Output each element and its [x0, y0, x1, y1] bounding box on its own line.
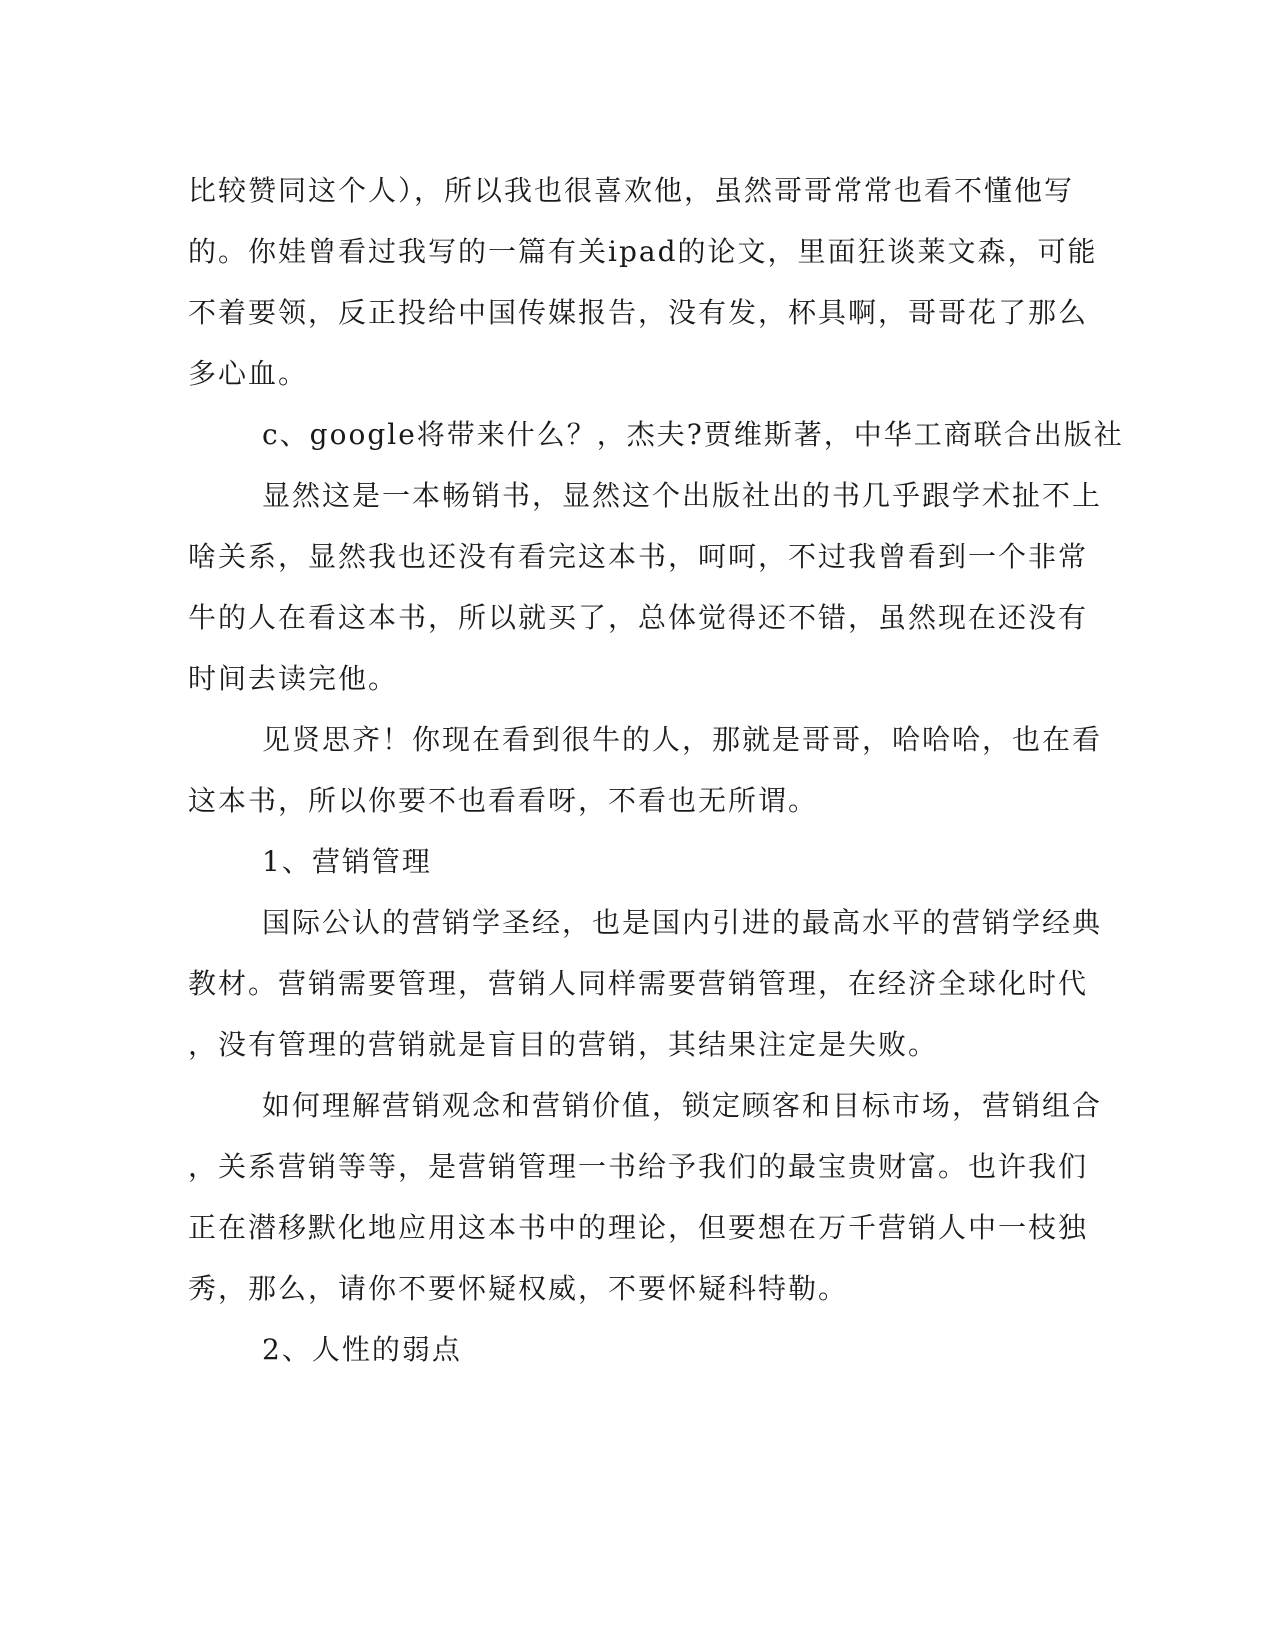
- book-title-line: c、google将带来什么？，杰夫?贾维斯著，中华工商联合出版社: [262, 418, 1124, 451]
- text-line: ，没有管理的营销就是盲目的营销，其结果注定是失败。: [188, 1028, 939, 1061]
- document-body: [188, 160, 1124, 1380]
- text-line: 正在潜移默化地应用这本书中的理论，但要想在万千营销人中一枝独: [188, 1211, 1089, 1244]
- text-line: 见贤思齐！你现在看到很牛的人，那就是哥哥，哈哈哈，也在看: [262, 723, 1103, 756]
- text-line: 不着要领，反正投给中国传媒报告，没有发，杯具啊，哥哥花了那么: [188, 296, 1089, 329]
- text-line: 时间去读完他。: [188, 662, 399, 695]
- section-heading: 2、人性的弱点: [262, 1333, 462, 1366]
- text-line: 国际公认的营销学圣经，也是国内引进的最高水平的营销学经典: [262, 906, 1103, 939]
- text-line: ，关系营销等等，是营销管理一书给予我们的最宝贵财富。也许我们: [188, 1150, 1089, 1183]
- text-line: 秀，那么，请你不要怀疑权威，不要怀疑科特勒。: [188, 1272, 849, 1305]
- text-line: 这本书，所以你要不也看看呀，不看也无所谓。: [188, 784, 819, 817]
- text-line: 牛的人在看这本书，所以就买了，总体觉得还不错，虽然现在还没有: [188, 601, 1089, 634]
- text-line: 如何理解营销观念和营销价值，锁定顾客和目标市场，营销组合: [262, 1089, 1103, 1122]
- text-line: 多心血。: [188, 357, 309, 390]
- text-line: 教材。营销需要管理，营销人同样需要营销管理，在经济全球化时代: [188, 967, 1089, 1000]
- text-line: 显然这是一本畅销书，显然这个出版社出的书几乎跟学术扯不上: [262, 479, 1103, 512]
- section-heading: 1、营销管理: [262, 845, 432, 878]
- text-line: 啥关系，显然我也还没有看完这本书，呵呵，不过我曾看到一个非常: [188, 540, 1089, 573]
- text-line: 的。你娃曾看过我写的一篇有关ipad的论文，里面狂谈莱文森，可能: [188, 235, 1098, 268]
- text-line: 比较赞同这个人），所以我也很喜欢他，虽然哥哥常常也看不懂他写: [188, 174, 1075, 207]
